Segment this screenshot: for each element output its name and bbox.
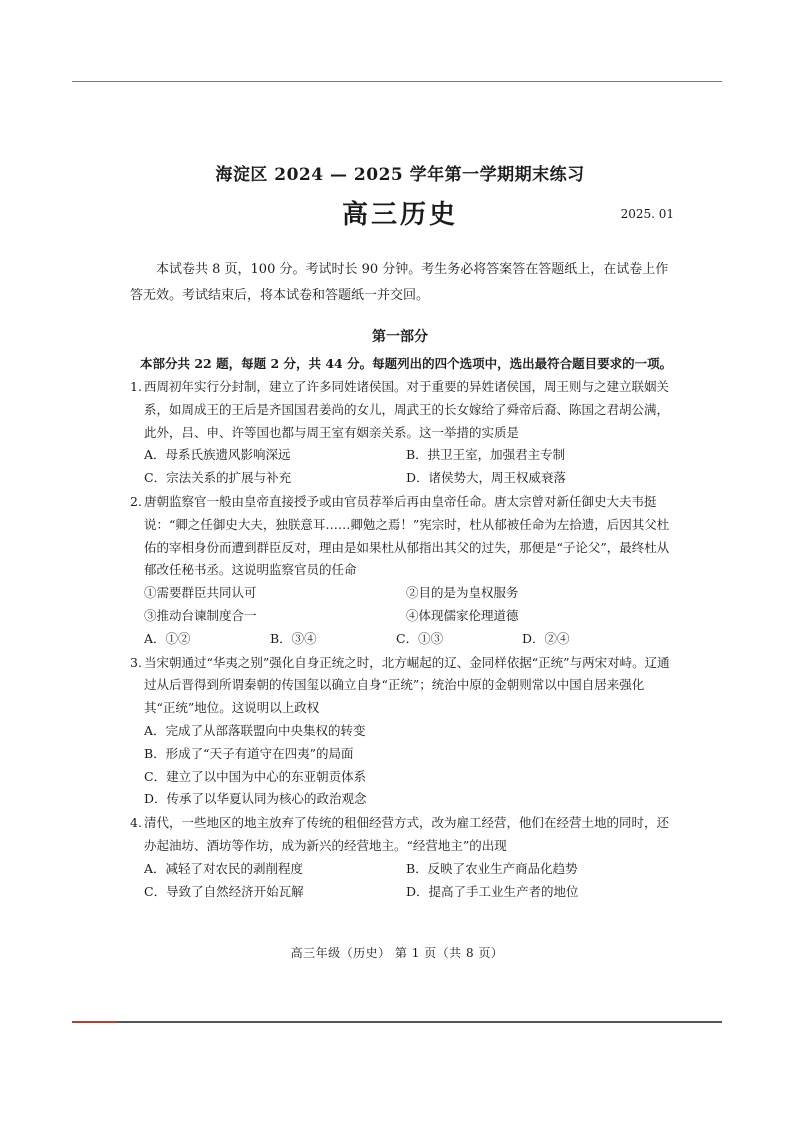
option-b: B．③④ <box>270 630 317 646</box>
option-d: D．传承了以华夏认同为核心的政治观念 <box>144 791 367 807</box>
question-stem: 当宋朝通过“华夷之别”强化自身正统之时，北方崛起的辽、金同样依据“正统”与两宋对峙。辽通过从后晋得到所谓秦朝的传国玺以确立自身“正统”；统治中原的金朝则常以中国自居来强化其“正统”地位。这说明以上政权 <box>144 654 670 716</box>
statement-1: ①需要群臣共同认可 <box>144 585 257 601</box>
option-a: A．①② <box>144 630 191 646</box>
subtitle-row <box>130 195 674 235</box>
exam-date: 2025. 01 <box>620 207 674 221</box>
page-footer: 高三年级（历史） 第 1 页（共 8 页） <box>290 946 504 960</box>
exam-subject: 高三历史 <box>341 200 458 230</box>
option-b: B．形成了“天子有道守在四夷”的局面 <box>144 745 354 761</box>
exam-instructions: 本试卷共 8 页，100 分。考试时长 90 分钟。考生务必将答案答在答题纸上，在试卷上作答无效。考试结束后，将本试卷和答题纸一并交回。 <box>130 262 669 303</box>
exam-title: 海淀区 2024 — 2025 学年第一学期期末练习 <box>215 165 585 185</box>
option-d: D．提高了手工业生产者的地位 <box>406 883 579 899</box>
option-b: B．反映了农业生产商品化趋势 <box>406 860 578 876</box>
option-b: B．拱卫王室，加强君主专制 <box>406 447 566 463</box>
statement-2: ②目的是为皇权服务 <box>406 585 519 601</box>
question-stem: 唐朝监察官一般由皇帝直接授予或由官员荐举后再由皇帝任命。唐太宗曾对新任御史大夫韦挺说：“卿之任御史大夫，独朕意耳……卿勉之焉！”宪宗时，杜从郁被任命为左拾遗，后因其父杜佑的宰相身份而遭到群臣反对，理由是如果杜从郁指出其父的过失，那便是“子论父”，最终杜从郁改任秘书丞。这说明监察官员的任命 <box>144 493 670 578</box>
bottom-rule <box>72 1021 722 1023</box>
question-2 <box>130 491 670 651</box>
top-rule <box>72 81 722 82</box>
question-number: 3. <box>130 654 142 670</box>
question-stem: 清代，一些地区的地主放弃了传统的租佃经营方式，改为雇工经营，他们在经营土地的同时，还办起油坊、酒坊等作坊，成为新兴的经营地主。“经营地主”的出现 <box>144 815 670 853</box>
question-number: 2. <box>130 493 142 509</box>
statement-4: ④体现儒家伦理道德 <box>406 607 519 623</box>
exam-page <box>130 160 674 903</box>
question-number: 1. <box>130 379 142 394</box>
question-4 <box>130 812 670 903</box>
question-stem: 西周初年实行分封制，建立了许多同姓诸侯国。对于重要的异姓诸侯国，周王则与之建立联姻关系，如周成王的王后是齐国国君姜尚的女儿，周武王的长女嫁给了舜帝后裔、陈国之君胡公满，此外，吕、申、许等国也都与周王室有姻亲关系。这一举措的实质是 <box>144 379 670 440</box>
question-3 <box>130 652 670 812</box>
part-instructions: 本部分共 22 题，每题 2 分，共 44 分。每题列出的四个选项中，选出最符合题目要求的一项。 <box>140 356 673 371</box>
question-number: 4. <box>130 815 142 831</box>
part-title: 第一部分 <box>372 329 428 345</box>
option-a: A．完成了从部落联盟向中央集权的转变 <box>144 722 366 738</box>
statement-3: ③推动台谏制度合一 <box>144 607 257 623</box>
option-c: C．①③ <box>396 630 444 646</box>
option-a: A．减轻了对农民的剥削程度 <box>144 860 304 876</box>
option-a: A．母系氏族遗风影响深远 <box>144 447 291 463</box>
option-c: C．导致了自然经济开始瓦解 <box>144 883 304 899</box>
option-d: D．②④ <box>522 630 570 646</box>
option-c: C．建立了以中国为中心的东亚朝贡体系 <box>144 768 367 784</box>
option-c: C．宗法关系的扩展与补充 <box>144 470 292 486</box>
option-d: D．诸侯势大，周王权威衰落 <box>406 470 567 486</box>
question-1 <box>130 376 670 490</box>
